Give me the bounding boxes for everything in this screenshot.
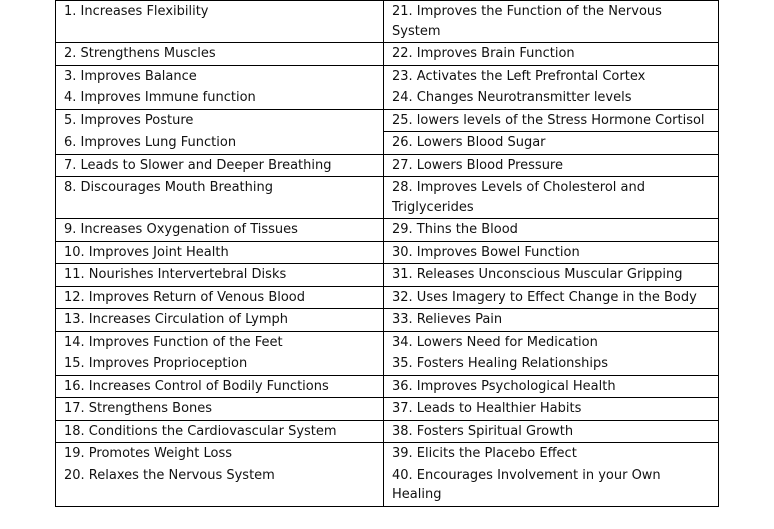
table-cell: 24. Changes Neurotransmitter levels bbox=[384, 87, 719, 109]
table-cell: 31. Releases Unconscious Muscular Gripping bbox=[384, 264, 719, 287]
table-cell: 26. Lowers Blood Sugar bbox=[384, 132, 719, 155]
table-cell: 30. Improves Bowel Function bbox=[384, 241, 719, 264]
table-cell: 15. Improves Proprioception bbox=[56, 353, 384, 375]
table-cell: 25. lowers levels of the Stress Hormone Cortisol bbox=[384, 109, 719, 132]
table-cell: 21. Improves the Function of the Nervous System bbox=[384, 1, 719, 43]
table-row bbox=[56, 420, 719, 443]
table-row bbox=[56, 154, 719, 177]
table-cell: 20. Relaxes the Nervous System bbox=[56, 465, 384, 507]
table-cell: 35. Fosters Healing Relationships bbox=[384, 353, 719, 375]
table-row bbox=[56, 65, 719, 87]
table-cell: 22. Improves Brain Function bbox=[384, 43, 719, 66]
table-cell: 38. Fosters Spiritual Growth bbox=[384, 420, 719, 443]
table-cell: 32. Uses Imagery to Effect Change in the Body bbox=[384, 286, 719, 309]
table-cell: 10. Improves Joint Health bbox=[56, 241, 384, 264]
table-cell: 6. Improves Lung Function bbox=[56, 132, 384, 155]
table-cell: 19. Promotes Weight Loss bbox=[56, 443, 384, 465]
table-cell: 39. Elicits the Placebo Effect bbox=[384, 443, 719, 465]
table-cell: 13. Increases Circulation of Lymph bbox=[56, 309, 384, 332]
table-row bbox=[56, 87, 719, 109]
table-row bbox=[56, 353, 719, 375]
table-cell: 4. Improves Immune function bbox=[56, 87, 384, 109]
table-row bbox=[56, 375, 719, 398]
table-row bbox=[56, 1, 719, 43]
table-row bbox=[56, 443, 719, 465]
table-cell: 36. Improves Psychological Health bbox=[384, 375, 719, 398]
benefits-table bbox=[55, 0, 719, 507]
table-cell: 17. Strengthens Bones bbox=[56, 398, 384, 421]
table-row bbox=[56, 398, 719, 421]
table-cell: 18. Conditions the Cardiovascular System bbox=[56, 420, 384, 443]
table-cell: 28. Improves Levels of Cholesterol and Triglycerides bbox=[384, 177, 719, 219]
table-row bbox=[56, 331, 719, 353]
table-row bbox=[56, 132, 719, 155]
table-cell: 14. Improves Function of the Feet bbox=[56, 331, 384, 353]
table-cell: 2. Strengthens Muscles bbox=[56, 43, 384, 66]
table-row bbox=[56, 109, 719, 132]
table-cell: 9. Increases Oxygenation of Tissues bbox=[56, 219, 384, 242]
table-row bbox=[56, 219, 719, 242]
table-row bbox=[56, 309, 719, 332]
table-row bbox=[56, 177, 719, 219]
table-cell: 34. Lowers Need for Medication bbox=[384, 331, 719, 353]
table-cell: 5. Improves Posture bbox=[56, 109, 384, 132]
table-row bbox=[56, 264, 719, 287]
table-cell: 33. Relieves Pain bbox=[384, 309, 719, 332]
table-cell: 1. Increases Flexibility bbox=[56, 1, 384, 43]
table-row bbox=[56, 465, 719, 507]
table-cell: 23. Activates the Left Prefrontal Cortex bbox=[384, 65, 719, 87]
table-row bbox=[56, 286, 719, 309]
table-row bbox=[56, 241, 719, 264]
table-cell: 12. Improves Return of Venous Blood bbox=[56, 286, 384, 309]
table-cell: 37. Leads to Healthier Habits bbox=[384, 398, 719, 421]
table-cell: 7. Leads to Slower and Deeper Breathing bbox=[56, 154, 384, 177]
table-cell: 3. Improves Balance bbox=[56, 65, 384, 87]
table-cell: 29. Thins the Blood bbox=[384, 219, 719, 242]
table-row bbox=[56, 43, 719, 66]
table-cell: 8. Discourages Mouth Breathing bbox=[56, 177, 384, 219]
table-cell: 16. Increases Control of Bodily Functions bbox=[56, 375, 384, 398]
table-cell: 11. Nourishes Intervertebral Disks bbox=[56, 264, 384, 287]
table-cell: 27. Lowers Blood Pressure bbox=[384, 154, 719, 177]
table-cell: 40. Encourages Involvement in your Own Healing bbox=[384, 465, 719, 507]
